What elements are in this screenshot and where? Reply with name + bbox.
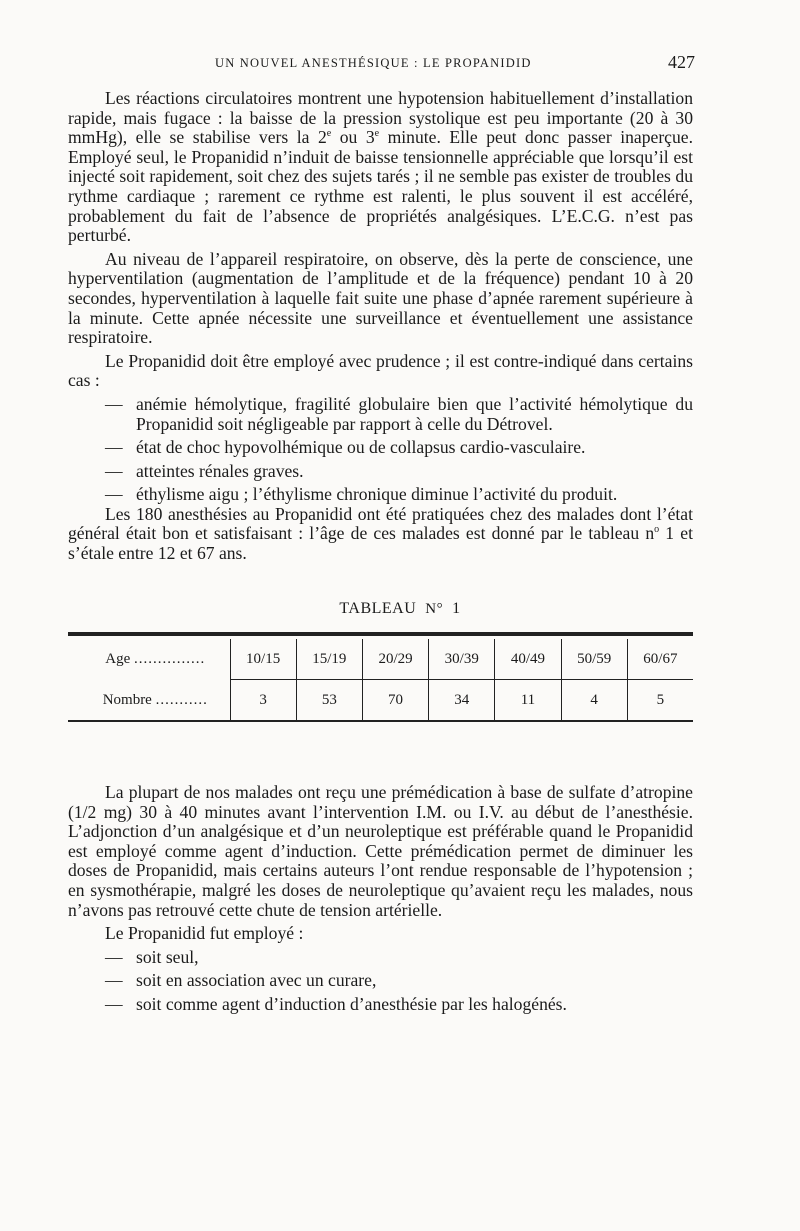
list-item: — anémie hémolytique, fragilité globulaire bien que l’activité hémolytique du Propanidid soit négligeable par rapport à celle du Détrovel. (68, 395, 693, 434)
paragraph-premedication: La plupart de nos malades ont reçu une prémédication à base de sulfate d’atropine (1/2 mg) 30 à 40 minutes avant l’intervention I.M. ou I.V. au début de l’anesthésie. L’adjonction d’un analgésique et d’un neuroleptique est préférable quand le Propanidid est employé comme agent d’induction. Cette prémédication permet de diminuer les doses de Propanidid, mais certains auteurs l’ont rendue responsable de l’hypotension ; en sysmothérapie, malgré les doses de neuroleptique qu’avaient reçu les malades, nous n’avons pas retrouvé cette chute de tension artérielle. (68, 782, 693, 920)
table-cell: 40/49 (495, 639, 561, 680)
table-cell: 15/19 (296, 639, 362, 680)
row-label-count: Nombre ........... (102, 691, 208, 708)
paragraph-usage-intro: Le Propanidid fut employé : (105, 923, 304, 944)
table-cell: 5 (627, 680, 693, 721)
list-item: — soit comme agent d’induction d’anesthésie par les halogénés. (68, 995, 693, 1015)
list-item: — atteintes rénales graves. (68, 462, 693, 482)
table-cell: 53 (296, 680, 362, 721)
list-item: — éthylisme aigu ; l’éthylisme chronique diminue l’activité du produit. (68, 485, 693, 505)
table-row (68, 680, 693, 721)
body-text-bottom (68, 783, 693, 1015)
table-cell: 30/39 (429, 639, 495, 680)
running-title: UN NOUVEL ANESTHÉSIQUE : LE PROPANIDID (215, 56, 532, 70)
paragraph-contraindications-intro: Le Propanidid doit être employé avec prudence ; il est contre-indiqué dans certains cas : (68, 350, 693, 391)
table-title: TABLEAU N° 1 (339, 600, 461, 617)
table-cell: 70 (362, 680, 428, 721)
table-cell: 20/29 (362, 639, 428, 680)
usage-list (68, 948, 693, 1015)
table-cell: 60/67 (627, 639, 693, 680)
list-item: — soit en association avec un curare, (68, 971, 693, 991)
list-item: — soit seul, (68, 948, 693, 968)
list-item: — état de choc hypovolhémique ou de collapsus cardio-vasculaire. (68, 438, 693, 458)
body-text-top (68, 89, 693, 564)
age-distribution-table (68, 632, 693, 722)
table-row (68, 639, 693, 680)
paragraph-circulatory: Les réactions circulatoires montrent une hypotension habituellement d’installation rapide, mais fugace : la baisse de la pression systolique est peu importante (20 à 30 mmHg), elle se stabilise vers la 2e ou 3e minute. Elle peut donc passer inaperçue. Employé seul, le Propanidid n’induit de baisse tensionnelle appréciable que lorsqu’il est injecté soit rapidement, soit chez des sujets tarés ; il ne semble pas exister de troubles du rythme cardiaque ; rarement ce rythme est ralenti, le plus souvent il est accéléré, probablement du fait de l’absence de propriétés analgésiques. L’E.C.G. n’est pas perturbé. (68, 88, 693, 246)
table-cell: 50/59 (561, 639, 627, 680)
paragraph-patients: Les 180 anesthésies au Propanidid ont été pratiquées chez des malades dont l’état général était bon et satisfaisant : l’âge de ces malades est donné par le tableau $n^o$ 1 et s’étale entre 12 et 67 ans. (68, 503, 693, 564)
row-label-age: Age ............... (105, 650, 206, 667)
contraindication-list (68, 395, 693, 505)
page-number: 427 (668, 52, 695, 72)
table-cell: 4 (561, 680, 627, 721)
paragraph-respiratory: Au niveau de l’appareil respiratoire, on observe, dès la perte de conscience, une hyperventilation (augmentation de l’amplitude et de la fréquence) pendant 10 à 20 secondes, hyperventilation à laquelle fait suite une phase d’apnée rarement supérieure à la minute. Cette apnée nécessite une surveillance et éventuellement une assistance respiratoire. (68, 248, 693, 348)
table-cell: 3 (230, 680, 296, 721)
page-header (215, 53, 695, 73)
table-cell: 11 (495, 680, 561, 721)
table-cell: 10/15 (230, 639, 296, 680)
table-cell: 34 (429, 680, 495, 721)
